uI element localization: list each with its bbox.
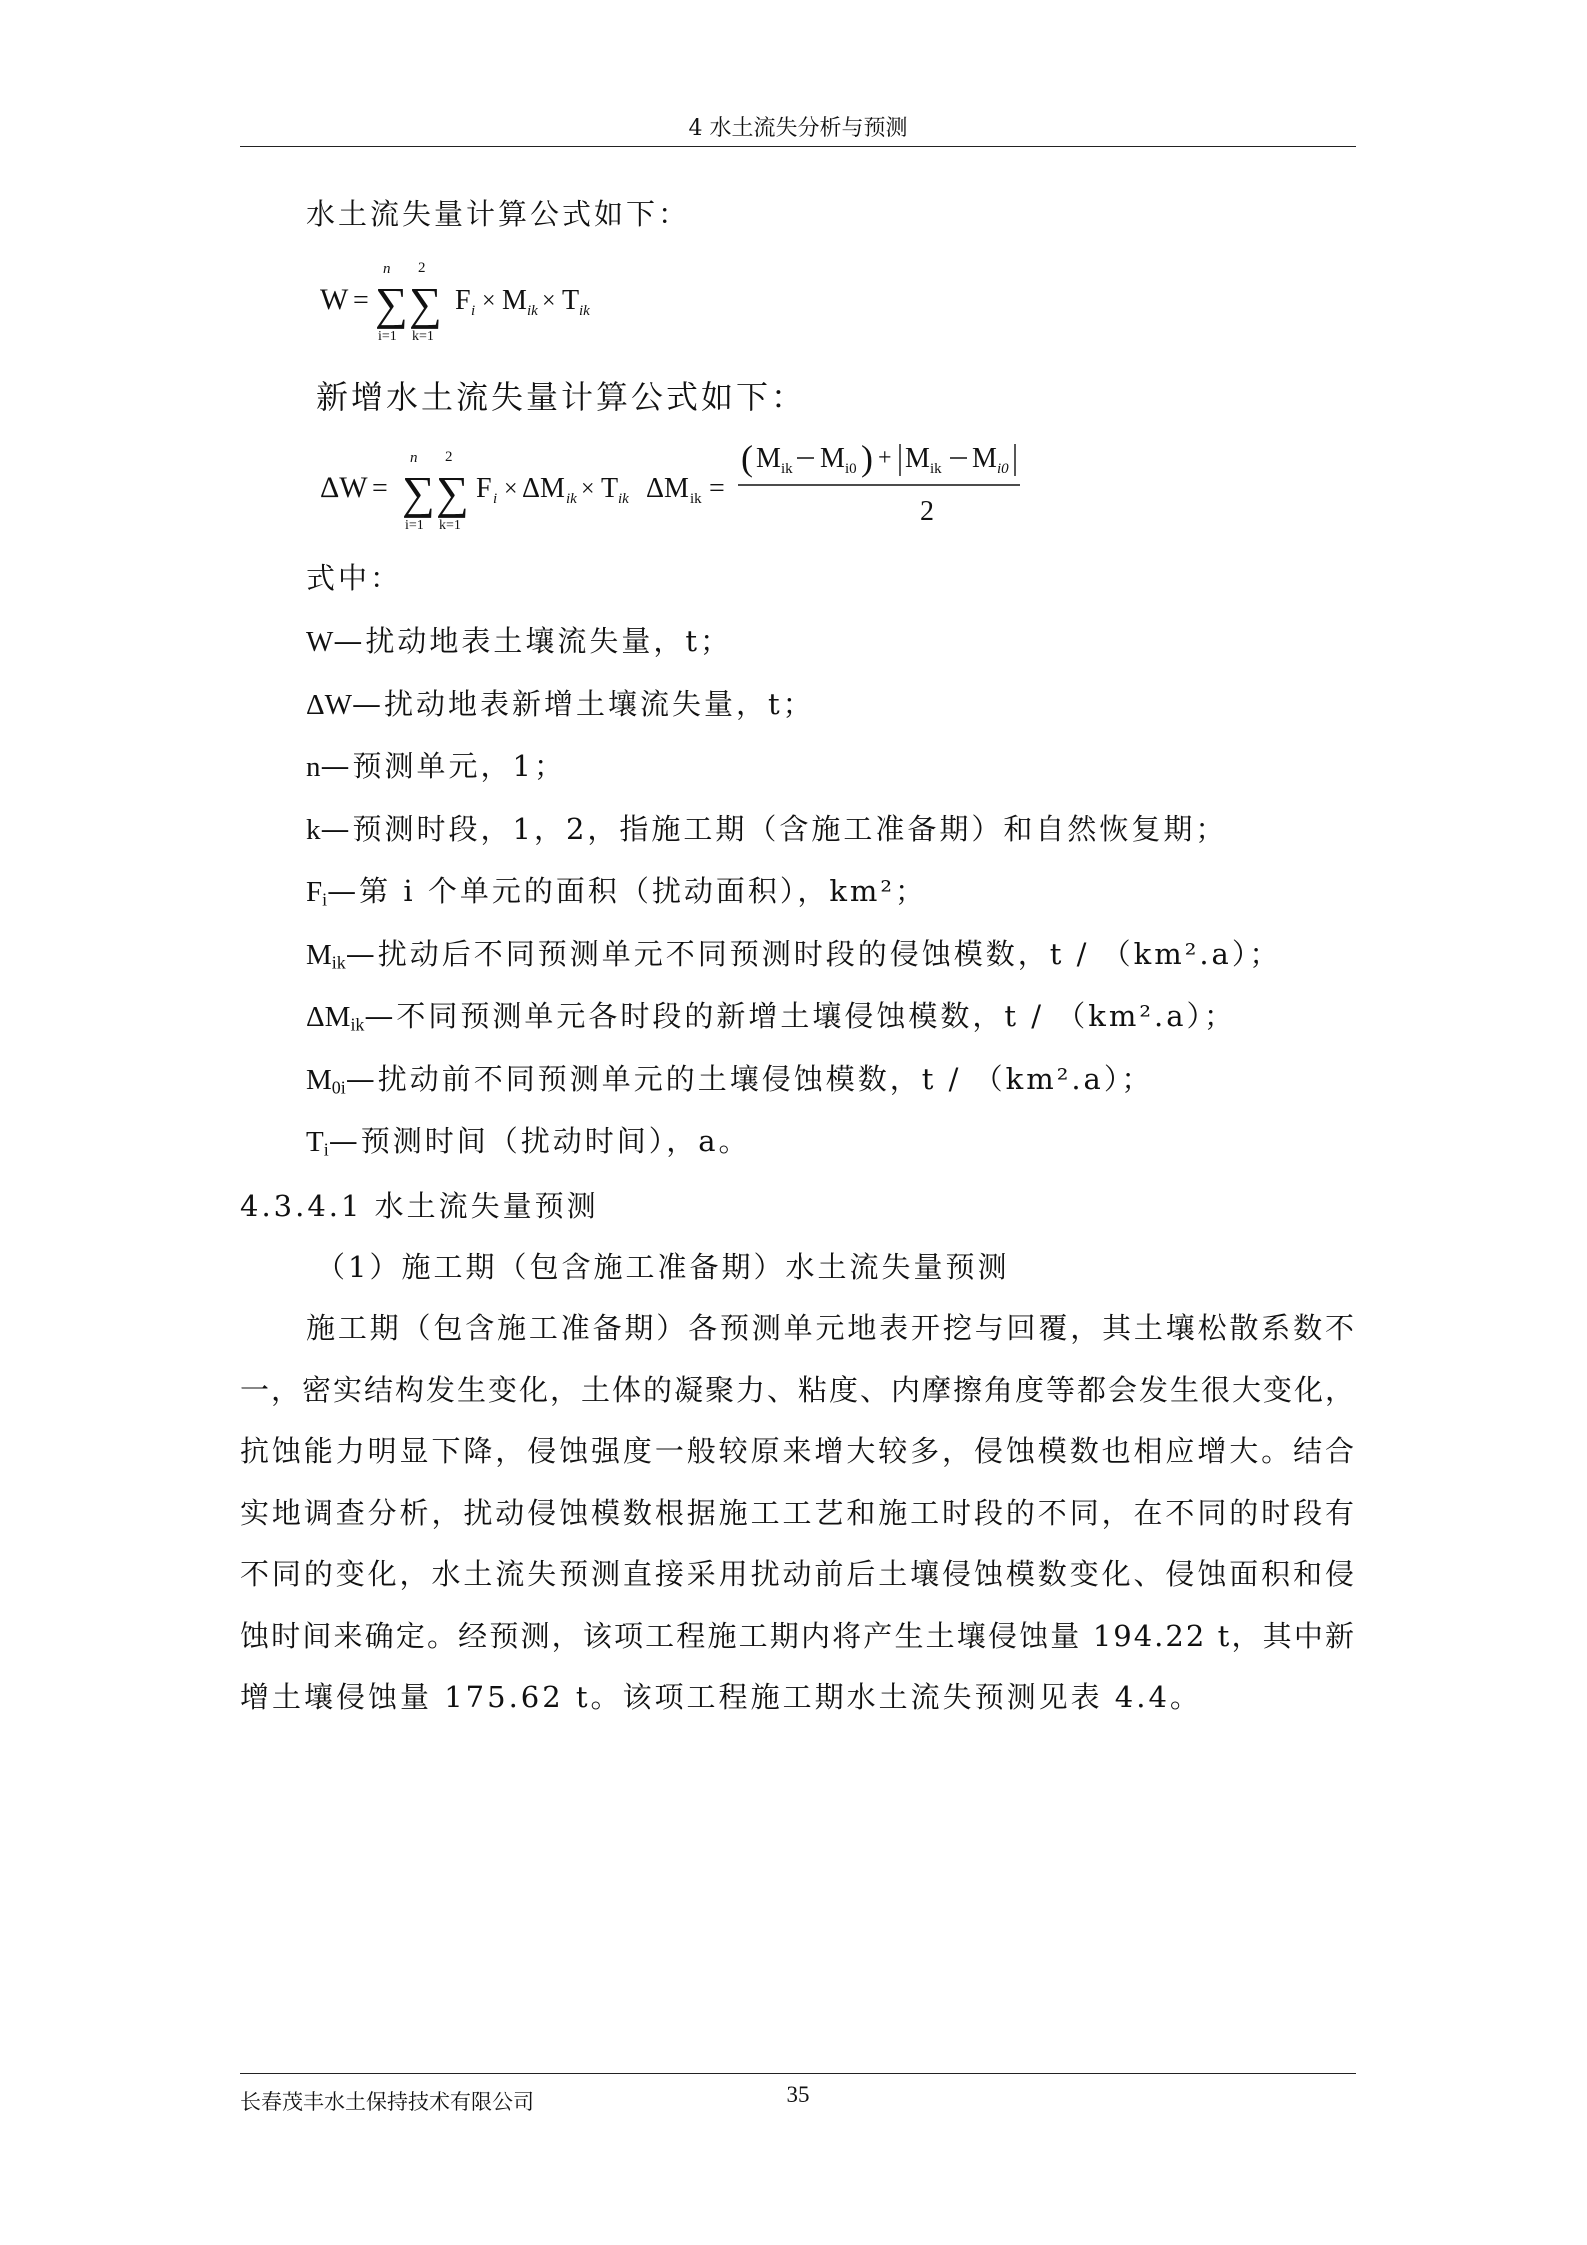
formula2-intro: 新增水土流失量计算公式如下： — [316, 378, 807, 416]
svg-text:M: M — [502, 285, 527, 316]
svg-text:ik: ik — [566, 491, 577, 507]
definition-symbol: ΔW — [306, 688, 353, 721]
svg-text:T: T — [562, 285, 580, 316]
svg-text:F: F — [455, 285, 471, 316]
svg-text:M: M — [820, 443, 845, 474]
definition-item — [306, 744, 566, 785]
formula2-sum1-top: n — [410, 450, 418, 466]
definition-item — [306, 932, 1281, 973]
svg-text:∑: ∑ — [375, 278, 408, 329]
svg-text:(: ( — [741, 440, 753, 478]
running-footer — [240, 2073, 1356, 2114]
formula2-sum1-bottom: i=1 — [405, 518, 424, 533]
definition-symbol-subscript: ik — [350, 1014, 365, 1035]
svg-text:ΔM: ΔM — [522, 473, 565, 504]
paragraph-line: 增土壤侵蚀量 175.62 t。该项工程施工期水土流失预测见表 4.4。 — [240, 1680, 1202, 1714]
definition-item — [306, 994, 1236, 1035]
definition-text: —预测时段，1，2，指施工期（含施工准备期）和自然恢复期； — [320, 811, 1228, 846]
definition-symbol: M — [306, 1063, 332, 1096]
formula2-denominator: 2 — [920, 496, 934, 527]
definition-symbol-subscript: ik — [331, 951, 346, 972]
svg-text:F: F — [476, 473, 492, 504]
svg-text:M: M — [972, 443, 997, 474]
definition-item — [306, 807, 1227, 848]
paragraph-line: 一，密实结构发生变化，土体的凝聚力、粘度、内摩擦角度等都会发生很大变化， — [240, 1372, 1357, 1407]
definition-symbol: M — [306, 938, 332, 971]
definition-item — [306, 619, 732, 660]
section-subheading: （1）施工期（包含施工准备期）水土流失量预测 — [316, 1250, 1010, 1284]
svg-text:∑: ∑ — [409, 278, 442, 329]
svg-text:T: T — [601, 473, 619, 504]
formula-soil-loss — [316, 252, 636, 348]
running-header — [240, 112, 1356, 147]
svg-text:+: + — [878, 445, 892, 471]
definition-text: —扰动后不同预测单元不同预测时段的侵蚀模数，t / （km².a）； — [345, 936, 1282, 971]
formula1-sum2-top: 2 — [418, 260, 426, 276]
definition-symbol: F — [306, 876, 323, 908]
svg-text:i: i — [493, 491, 498, 507]
svg-text:=: = — [372, 473, 388, 504]
formula2-sum2-top: 2 — [445, 449, 453, 465]
svg-text:×: × — [504, 476, 518, 502]
svg-text:ik: ik — [618, 491, 629, 507]
formula1-lhs: W — [320, 283, 349, 316]
page-number: 35 — [786, 2082, 810, 2107]
formula1-intro: 水土流失量计算公式如下： — [306, 197, 691, 231]
svg-text:∑: ∑ — [402, 467, 435, 518]
svg-text:ik: ik — [781, 461, 793, 477]
formula2-lhs: ΔW — [320, 471, 368, 504]
svg-text:): ) — [861, 440, 873, 478]
paragraph-line: 施工期（包含施工准备期）各预测单元地表开挖与回覆，其土壤松散系数不 — [306, 1311, 1356, 1345]
svg-text:i: i — [471, 303, 476, 319]
formula1-sum2-bottom: k=1 — [412, 329, 434, 344]
svg-text:M: M — [756, 443, 781, 474]
definition-text: —扰动地表土壤流失量，t； — [333, 624, 733, 658]
svg-text:ik: ik — [690, 491, 702, 507]
formula-new-soil-loss — [316, 440, 1096, 540]
formula1-sum1-top: n — [383, 261, 391, 277]
svg-text:∑: ∑ — [436, 467, 469, 518]
svg-text:M: M — [905, 443, 930, 474]
svg-text:×: × — [581, 476, 595, 502]
paragraph-line: 不同的变化，水土流失预测直接采用扰动前后土壤侵蚀模数变化、侵蚀面积和侵 — [240, 1557, 1356, 1591]
svg-text:ik: ik — [930, 461, 942, 477]
definition-symbol-subscript: i — [322, 889, 328, 910]
definition-text: —不同预测单元各时段的新增土壤侵蚀模数，t / （km².a）； — [364, 999, 1236, 1033]
definition-symbol: n — [306, 751, 321, 783]
paragraph-line: 蚀时间来确定。经预测，该项工程施工期内将产生土壤侵蚀量 194.22 t，其中新 — [240, 1618, 1356, 1653]
definition-symbol-subscript: 0i — [331, 1076, 346, 1097]
definition-text: —预测单元，1； — [320, 749, 566, 783]
svg-text:×: × — [482, 288, 496, 314]
definition-symbol-subscript: i — [323, 1139, 329, 1160]
footer-company: 长春茂丰水土保持技术有限公司 — [240, 2090, 534, 2114]
header-title: 4 水土流失分析与预测 — [688, 116, 908, 141]
definition-text: —扰动前不同预测单元的土壤侵蚀模数，t / （km².a）； — [345, 1061, 1154, 1096]
paragraph-line: 抗蚀能力明显下降，侵蚀强度一般较原来增大较多，侵蚀模数也相应增大。结合 — [240, 1434, 1356, 1468]
defs-heading: 式中： — [306, 561, 403, 595]
definition-item — [306, 682, 815, 723]
svg-text:=: = — [353, 285, 369, 316]
definition-text: —预测时间（扰动时间），a。 — [328, 1124, 751, 1158]
formula1-sum1-bottom: i=1 — [378, 329, 397, 344]
svg-text:i0: i0 — [845, 461, 857, 477]
definition-symbol: ΔM — [306, 1001, 351, 1033]
section-heading: 4.3.4.1 水土流失量预测 — [240, 1189, 599, 1223]
definition-symbol: k — [306, 813, 321, 846]
svg-text:ΔM: ΔM — [646, 473, 689, 504]
definition-item — [306, 869, 927, 910]
definition-item — [306, 1119, 751, 1160]
paragraph-line: 实地调查分析，扰动侵蚀模数根据施工工艺和施工时段的不同，在不同的时段有 — [240, 1495, 1356, 1530]
definition-symbol: T — [306, 1126, 324, 1158]
definition-text: —第 i 个单元的面积（扰动面积），km²； — [327, 874, 928, 908]
svg-text:ik: ik — [527, 303, 538, 319]
definition-symbol: W — [306, 626, 334, 658]
svg-text:i0: i0 — [997, 461, 1009, 477]
svg-text:ik: ik — [579, 303, 590, 319]
svg-text:=: = — [709, 473, 725, 504]
definition-item — [306, 1057, 1153, 1098]
formula2-sum2-bottom: k=1 — [439, 518, 461, 533]
svg-text:×: × — [542, 288, 556, 314]
definition-text: —扰动地表新增土壤流失量，t； — [352, 686, 815, 721]
